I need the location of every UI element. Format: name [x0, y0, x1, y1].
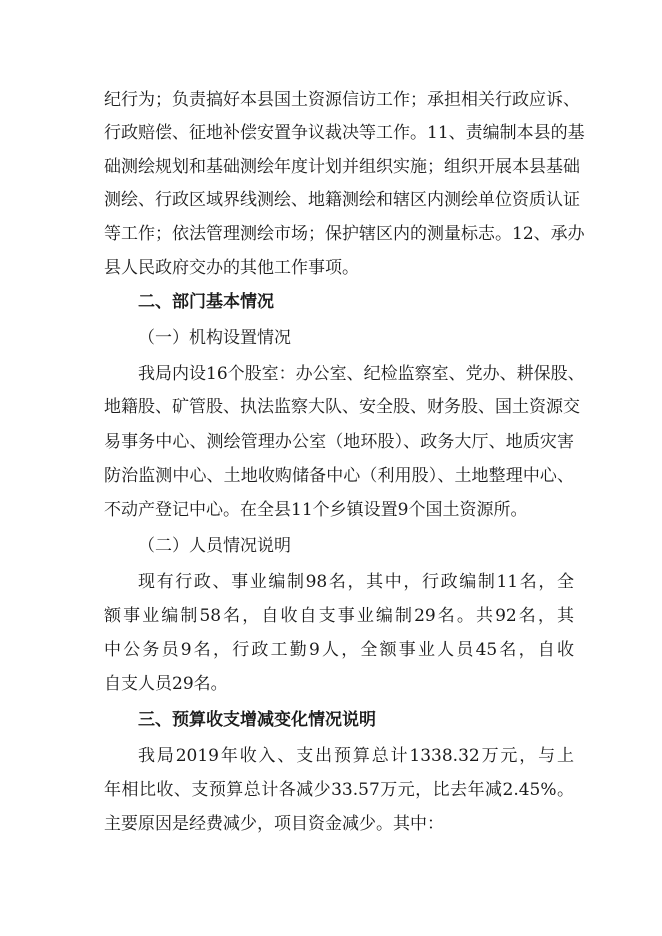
text-line: 年相比收、支预算总计各减少33.57万元，比去年减2.45%。 [104, 780, 574, 800]
text-line: 我局2019年收入、支出预算总计1338.32万元，与上 [138, 746, 574, 766]
text-line: 防治监测中心、土地收购储备中心（利用股）、土地整理中心、 [104, 466, 574, 486]
text-line: 行政赔偿、征地补偿安置争议裁决等工作。11、责编制本县的基 [104, 123, 585, 143]
text-line: 额事业编制58名，自收自支事业编制29名。共92名，其 [104, 606, 574, 626]
text-line: 等工作；依法管理测绘市场；保护辖区内的测量标志。12、承办 [104, 224, 585, 244]
text-line: 现有行政、事业编制98名，其中，行政编制11名，全 [138, 572, 574, 592]
text-line: 不动产登记中心。在全县11个乡镇设置9个国土资源所。 [104, 500, 528, 520]
text-line: 纪行为；负责搞好本县国土资源信访工作；承担相关行政应诉、 [104, 90, 580, 110]
text-line: 测绘、行政区域界线测绘、地籍测绘和辖区内测绘单位资质认证 [104, 190, 580, 210]
section-heading: 三、预算收支增减变化情况说明 [138, 710, 376, 730]
text-line: 地籍股、矿管股、执法监察大队、安全股、财务股、国土资源交 [104, 397, 580, 417]
section-heading: 二、部门基本情况 [138, 292, 274, 312]
text-line: 主要原因是经费减少，项目资金减少。其中： [104, 814, 444, 834]
text-line: 自支人员29名。 [104, 674, 228, 694]
text-line: 我局内设16个股室：办公室、纪检监察室、党办、耕保股、 [138, 364, 585, 384]
subsection-heading: （二）人员情况说明 [138, 536, 291, 556]
subsection-heading: （一）机构设置情况 [138, 328, 291, 348]
text-line: 础测绘规划和基础测绘年度计划并组织实施；组织开展本县基础 [104, 157, 580, 177]
text-line: 中公务员9名，行政工勤9人，全额事业人员45名，自收 [104, 640, 574, 660]
text-line: 易事务中心、测绘管理办公室（地环股）、政务大厅、地质灾害 [104, 432, 574, 452]
text-line: 县人民政府交办的其他工作事项。 [104, 258, 359, 278]
